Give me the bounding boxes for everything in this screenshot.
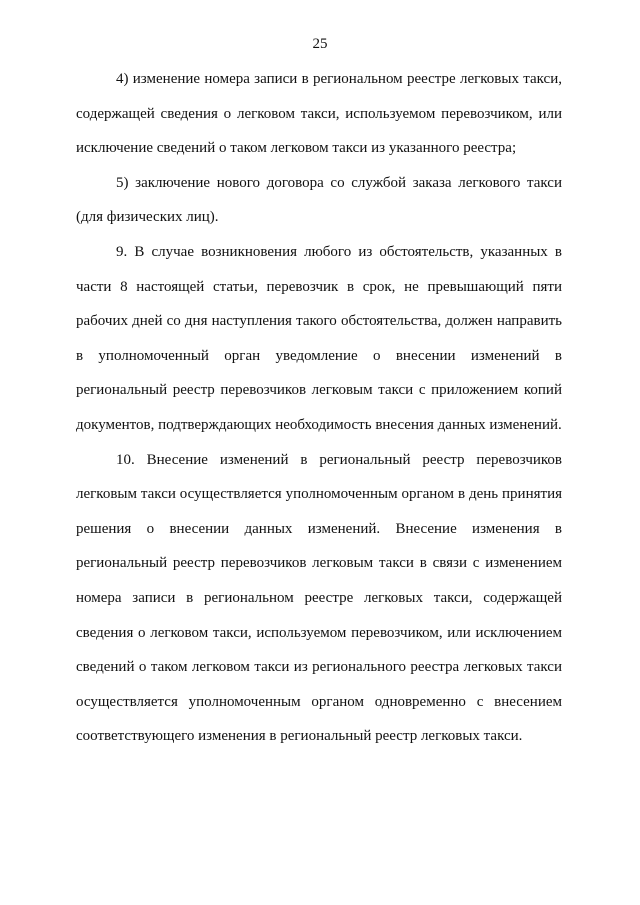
paragraph-part-10: 10. Внесение изменений в региональный реестр перевозчиков легковым такси осуществляется уполномоченным органом в день принятия решения о внесении данных изменений. Внесение изменения в региональный реестр перевозчиков легковым такси в связи с изменением номера записи в региональном реестре легковых такси, содержащей сведения о легковом такси, используемом перевозчиком, или исключением сведений о таком легковом такси из регионального реестра легковых такси осуществляется уполномоченным органом одновременно с внесением соответствующего изменения в региональный реестр легковых такси. xyxy=(76,451,562,745)
document-body xyxy=(76,62,562,754)
page-number: 25 xyxy=(312,36,328,52)
paragraph-item-5: 5) заключение нового договора со службой заказа легкового такси (для физических лиц). xyxy=(76,174,562,226)
paragraph-part-9: 9. В случае возникновения любого из обстоятельств, указанных в части 8 настоящей статьи, перевозчик в срок, не превышающий пяти рабочих дней со дня наступления такого обстоятельства, должен направить в уполномоченный орган уведомление о внесении изменений в региональный реестр перевозчиков легковым такси с приложением копий документов, подтверждающих необходимость внесения данных изменений. xyxy=(76,243,562,433)
paragraph-item-4: 4) изменение номера записи в региональном реестре легковых такси, содержащей сведения о легковом такси, используемом перевозчиком, или исключение сведений о таком легковом такси из указанного реестра; xyxy=(76,71,562,157)
